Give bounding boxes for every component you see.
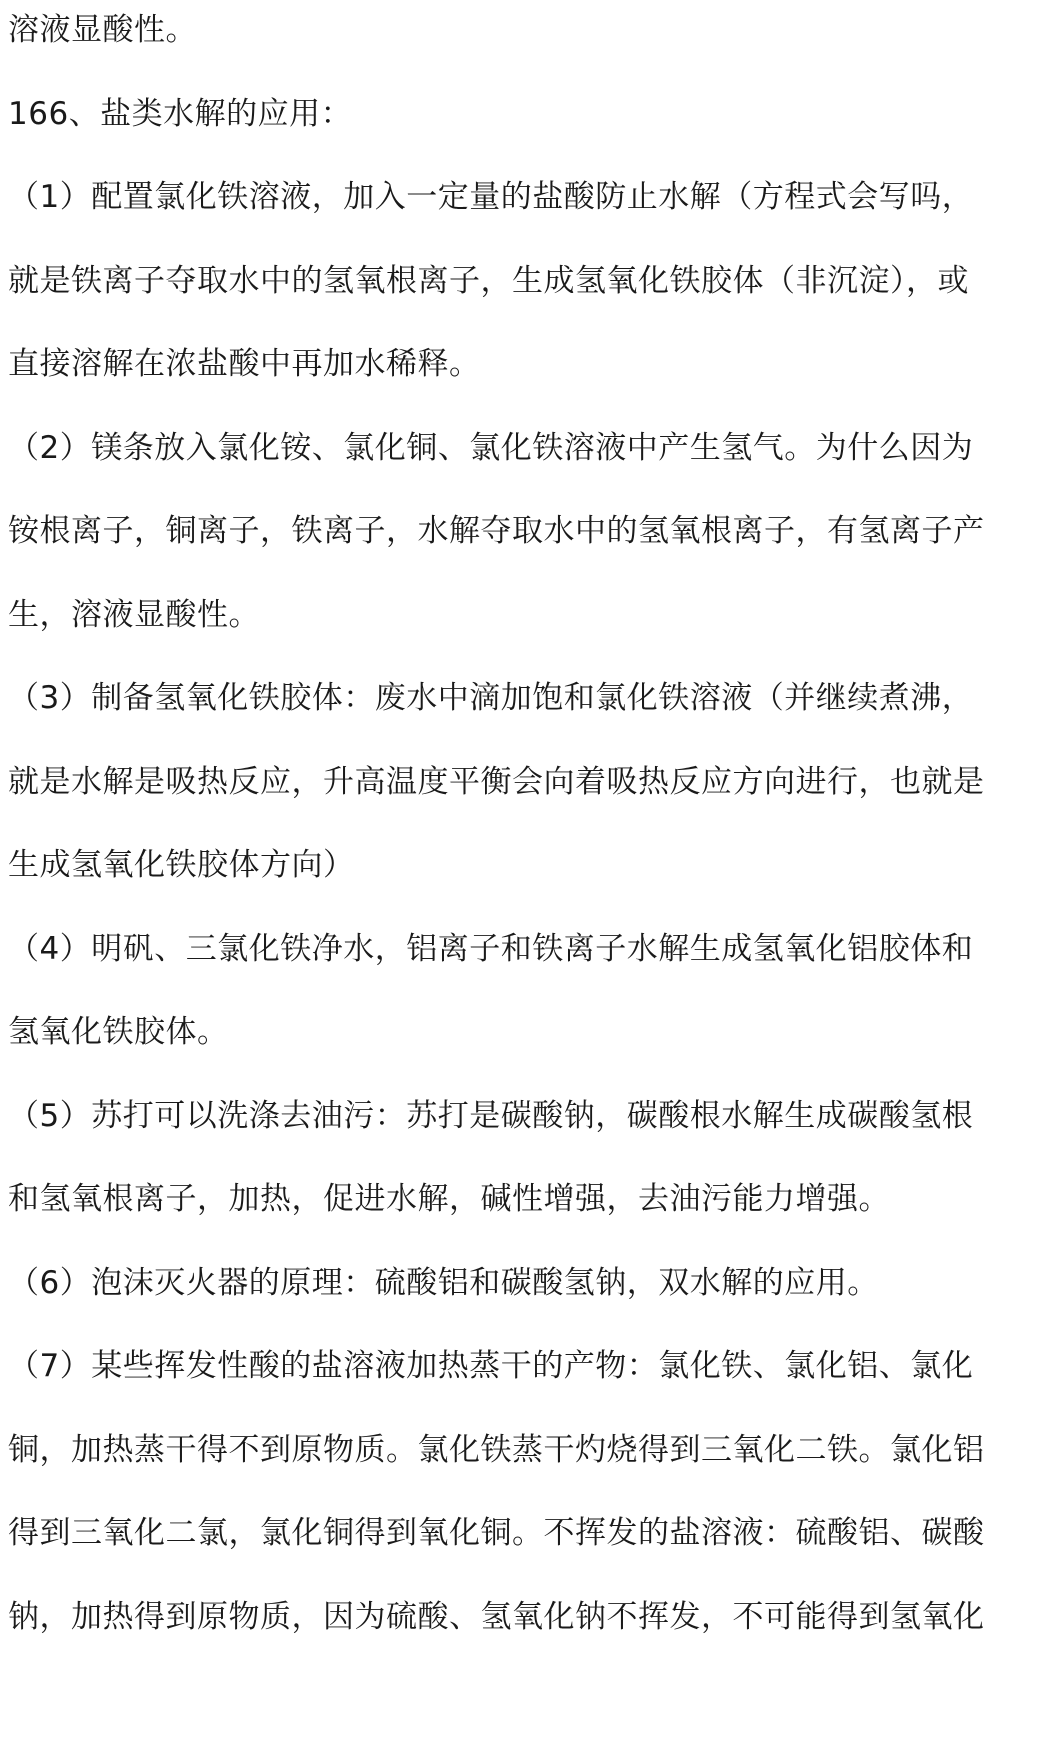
text-line: 生，溶液显酸性。 (8, 596, 260, 633)
text-line: 得到三氧化二氯，氯化铜得到氧化铜。不挥发的盐溶液：硫酸铝、碳酸 (8, 1515, 985, 1551)
text-line: 生成氢氧化铁胶体方向） (8, 847, 355, 883)
text-line: （7）某些挥发性酸的盐溶液加热蒸干的产物：氯化铁、氯化铝、氯化 (8, 1348, 974, 1384)
text-line: （2）镁条放入氯化铵、氯化铜、氯化铁溶液中产生氢气。为什么因为 (8, 429, 974, 466)
text-line: 氢氧化铁胶体。 (8, 1014, 229, 1050)
text-line: 就是水解是吸热反应，升高温度平衡会向着吸热反应方向进行，也就是 (8, 763, 985, 800)
text-line: 钠，加热得到原物质，因为硫酸、氢氧化钠不挥发，不可能得到氢氧化 (8, 1598, 985, 1635)
text-line: （4）明矾、三氯化铁净水，铝离子和铁离子水解生成氢氧化铝胶体和 (8, 930, 974, 967)
text-line: 溶液显酸性。 (8, 12, 197, 48)
text-line: 直接溶解在浓盐酸中再加水稀释。 (8, 346, 481, 382)
text-line: 铵根离子，铜离子，铁离子，水解夺取水中的氢氧根离子，有氢离子产 (8, 513, 985, 549)
section-heading: 166、盐类水解的应用： (8, 95, 353, 132)
text-line: 就是铁离子夺取水中的氢氧根离子，生成氢氧化铁胶体（非沉淀），或 (8, 262, 969, 299)
text-line: 和氢氧根离子，加热，促进水解，碱性增强，去油污能力增强。 (8, 1181, 890, 1217)
text-line: 铜，加热蒸干得不到原物质。氯化铁蒸干灼烧得到三氧化二铁。氯化铝 (8, 1431, 985, 1468)
text-line: （6）泡沫灭火器的原理：硫酸铝和碳酸氢钠，双水解的应用。 (8, 1264, 879, 1301)
text-line: （5）苏打可以洗涤去油污：苏打是碳酸钠，碳酸根水解生成碳酸氢根 (8, 1097, 974, 1134)
document-body (8, 0, 1048, 1670)
text-line: （3）制备氢氧化铁胶体：废水中滴加饱和氯化铁溶液（并继续煮沸， (8, 680, 974, 716)
text-line: （1）配置氯化铁溶液，加入一定量的盐酸防止水解（方程式会写吗， (8, 179, 974, 215)
